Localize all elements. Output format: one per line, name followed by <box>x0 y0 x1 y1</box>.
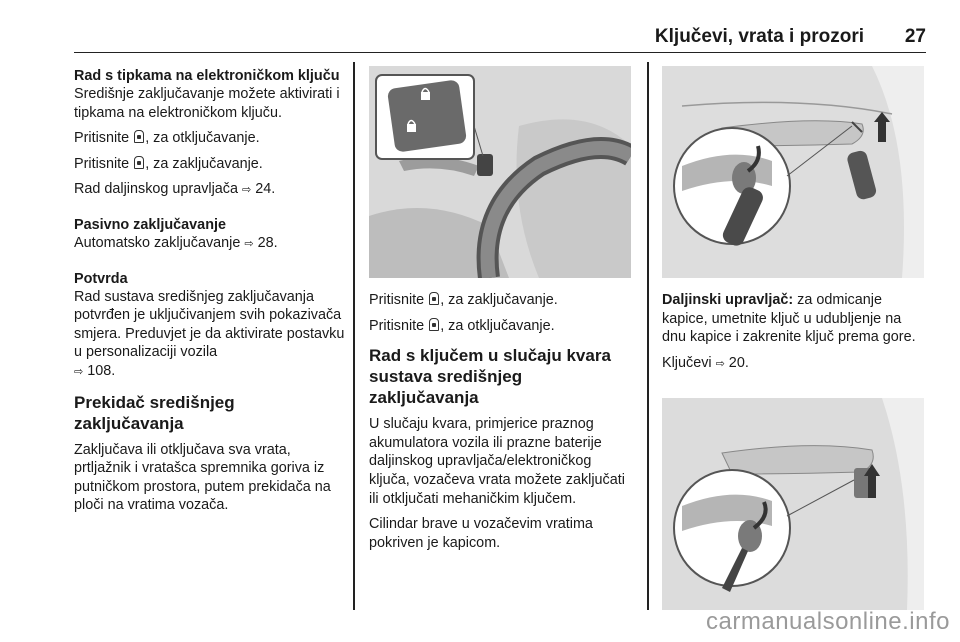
page-number: 27 <box>904 26 926 47</box>
page-ref-arrow-icon: ⇨ <box>74 365 84 378</box>
column-divider <box>353 62 355 610</box>
lock-icon <box>134 156 144 169</box>
text-passive: Automatsko zaključavanje ⇨ 28. <box>74 234 278 251</box>
lock-icon <box>429 292 439 305</box>
section-title: Ključevi, vrata i prozori <box>654 26 864 47</box>
column-left <box>74 68 346 522</box>
column-right <box>662 291 928 380</box>
unlock-icon <box>429 318 439 331</box>
text-fault: U slučaju kvara, primjerice praznog akumulatora vozila ili prazne baterije daljinskog upravljača/elektroničkog ključa, vozačeva vrata možete zaključati ili otključati mehaničkim ključem. <box>369 416 625 507</box>
text-lock: Pritisnite , za zaključavanje. <box>74 155 263 172</box>
heading-switch: Prekidač središnjeg zaključavanja <box>74 392 235 433</box>
text-lock: Pritisnite , za zaključavanje. <box>369 292 558 308</box>
text-unlock: Pritisnite , za otključavanje. <box>369 317 555 334</box>
figure-remove-cap <box>662 66 924 278</box>
page-ref-arrow-icon: ⇨ <box>715 357 725 370</box>
heading-confirm: Potvrda <box>74 270 128 287</box>
figure-door-switch <box>369 66 631 278</box>
heading-keypad: Rad s tipkama na elektroničkom ključu <box>74 68 340 84</box>
page-ref-arrow-icon: ⇨ <box>242 184 252 197</box>
page-header <box>74 26 926 53</box>
figure-insert-key <box>662 398 924 610</box>
text-switch: Zaključava ili otključava sva vrata, prtljažnik i vratašca spremnika goriva iz putničkom prostora, putem prekidača na ploči na vratima vozača. <box>74 441 331 514</box>
text-confirm: Rad sustava središnjeg zaključavanja potvrđen je uključivanjem svih pokazivača smjera. Preduvjet je da aktivirate postavku u personalizaciji vozila ⇨ 108. <box>74 288 345 379</box>
page-ref-arrow-icon: ⇨ <box>244 237 254 250</box>
watermark: carmanualsonline.info <box>706 608 950 635</box>
column-middle <box>369 291 635 559</box>
text-cylinder: Cilindar brave u vozačevim vratima pokriven je kapicom. <box>369 516 593 551</box>
text-keypad: Središnje zaključavanje možete aktivirati i tipkama na elektroničkom ključu. <box>74 86 340 121</box>
heading-passive: Pasivno zaključavanje <box>74 216 226 233</box>
column-divider <box>647 62 649 610</box>
text-unlock: Pritisnite , za otključavanje. <box>74 130 260 147</box>
text-keys-ref: Ključevi ⇨ 20. <box>662 354 749 371</box>
heading-fault: Rad s ključem u slučaju kvara sustava središnjeg zaključavanja <box>369 346 611 408</box>
text-remote-ref: Rad daljinskog upravljača ⇨ 24. <box>74 181 276 198</box>
unlock-icon <box>134 130 144 143</box>
text-remote-cap: Daljinski upravljač: za odmicanje kapice, umetnite ključ u udubljenje na dnu kapice i zakrenite ključ prema gore. <box>662 292 916 346</box>
